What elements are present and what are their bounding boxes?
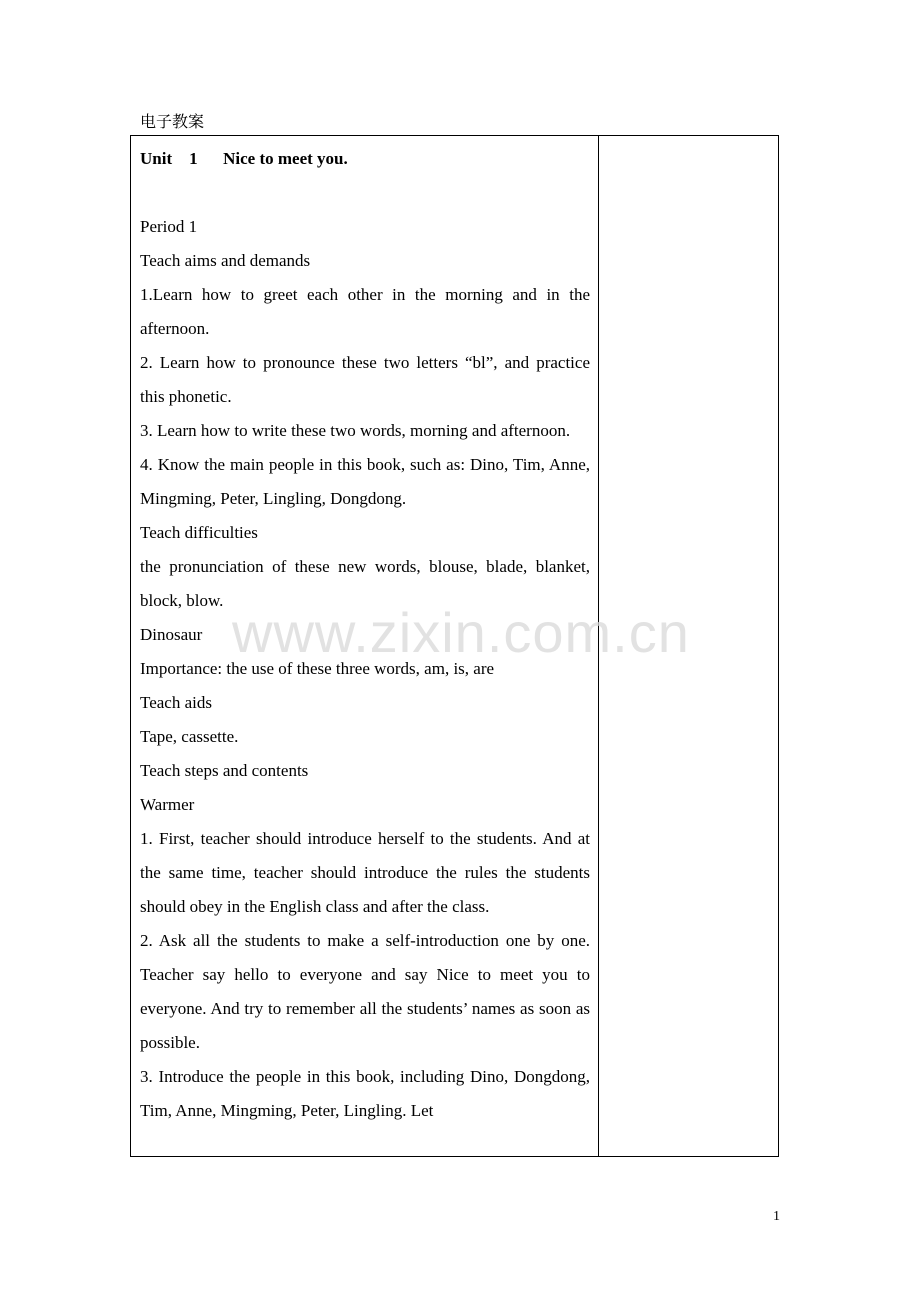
lesson-paragraph: Tape, cassette. <box>140 727 239 746</box>
lesson-plan-table <box>130 135 779 1157</box>
page-number: 1 <box>773 1209 780 1224</box>
lesson-paragraph: Period 1 <box>140 217 198 236</box>
lesson-paragraph: Dinosaur <box>140 625 203 644</box>
lesson-paragraph: 1.Learn how to greet each other in the morning and in the afternoon. <box>140 285 590 338</box>
lesson-paragraph: Importance: the use of these three words, am, is, are <box>140 659 495 678</box>
blank-line <box>140 176 590 210</box>
lesson-paragraph: 3. Learn how to write these two words, morning and afternoon. <box>140 421 571 440</box>
lesson-paragraph: 2. Learn how to pronounce these two letters “bl”, and practice this phonetic. <box>140 353 590 406</box>
lesson-paragraph: the pronunciation of these new words, blouse, blade, blanket, block, blow. <box>140 557 590 610</box>
lesson-paragraph: Warmer <box>140 795 195 814</box>
lesson-paragraph: Teach steps and contents <box>140 761 309 780</box>
lesson-paragraph: Teach aims and demands <box>140 251 311 270</box>
lesson-paragraph: 1. First, teacher should introduce herself to the students. And at the same time, teacher should introduce the rules the students should obey in the English class and after the class. <box>140 829 590 916</box>
lesson-paragraph: 4. Know the main people in this book, such as: Dino, Tim, Anne, Mingming, Peter, Lingling, Dongdong. <box>140 455 590 508</box>
unit-title: Unit 1 Nice to meet you. <box>140 149 348 168</box>
lesson-paragraph: 3. Introduce the people in this book, including Dino, Dongdong, Tim, Anne, Mingming, Peter, Lingling. Let <box>140 1067 590 1120</box>
notes-cell <box>599 136 778 1156</box>
lesson-paragraph: Teach aids <box>140 693 212 712</box>
lesson-paragraphs <box>140 210 590 1128</box>
lesson-paragraph: Teach difficulties <box>140 523 258 542</box>
lesson-paragraph: 2. Ask all the students to make a self-introduction one by one. Teacher say hello to everyone and say Nice to meet you to everyone. And try to remember all the students’ names as soon as possible. <box>140 931 590 1052</box>
document-header-label: 电子教案 <box>140 114 205 131</box>
site-watermark: www.zixin.com.cn <box>232 601 690 664</box>
lesson-content-cell <box>131 136 599 1156</box>
